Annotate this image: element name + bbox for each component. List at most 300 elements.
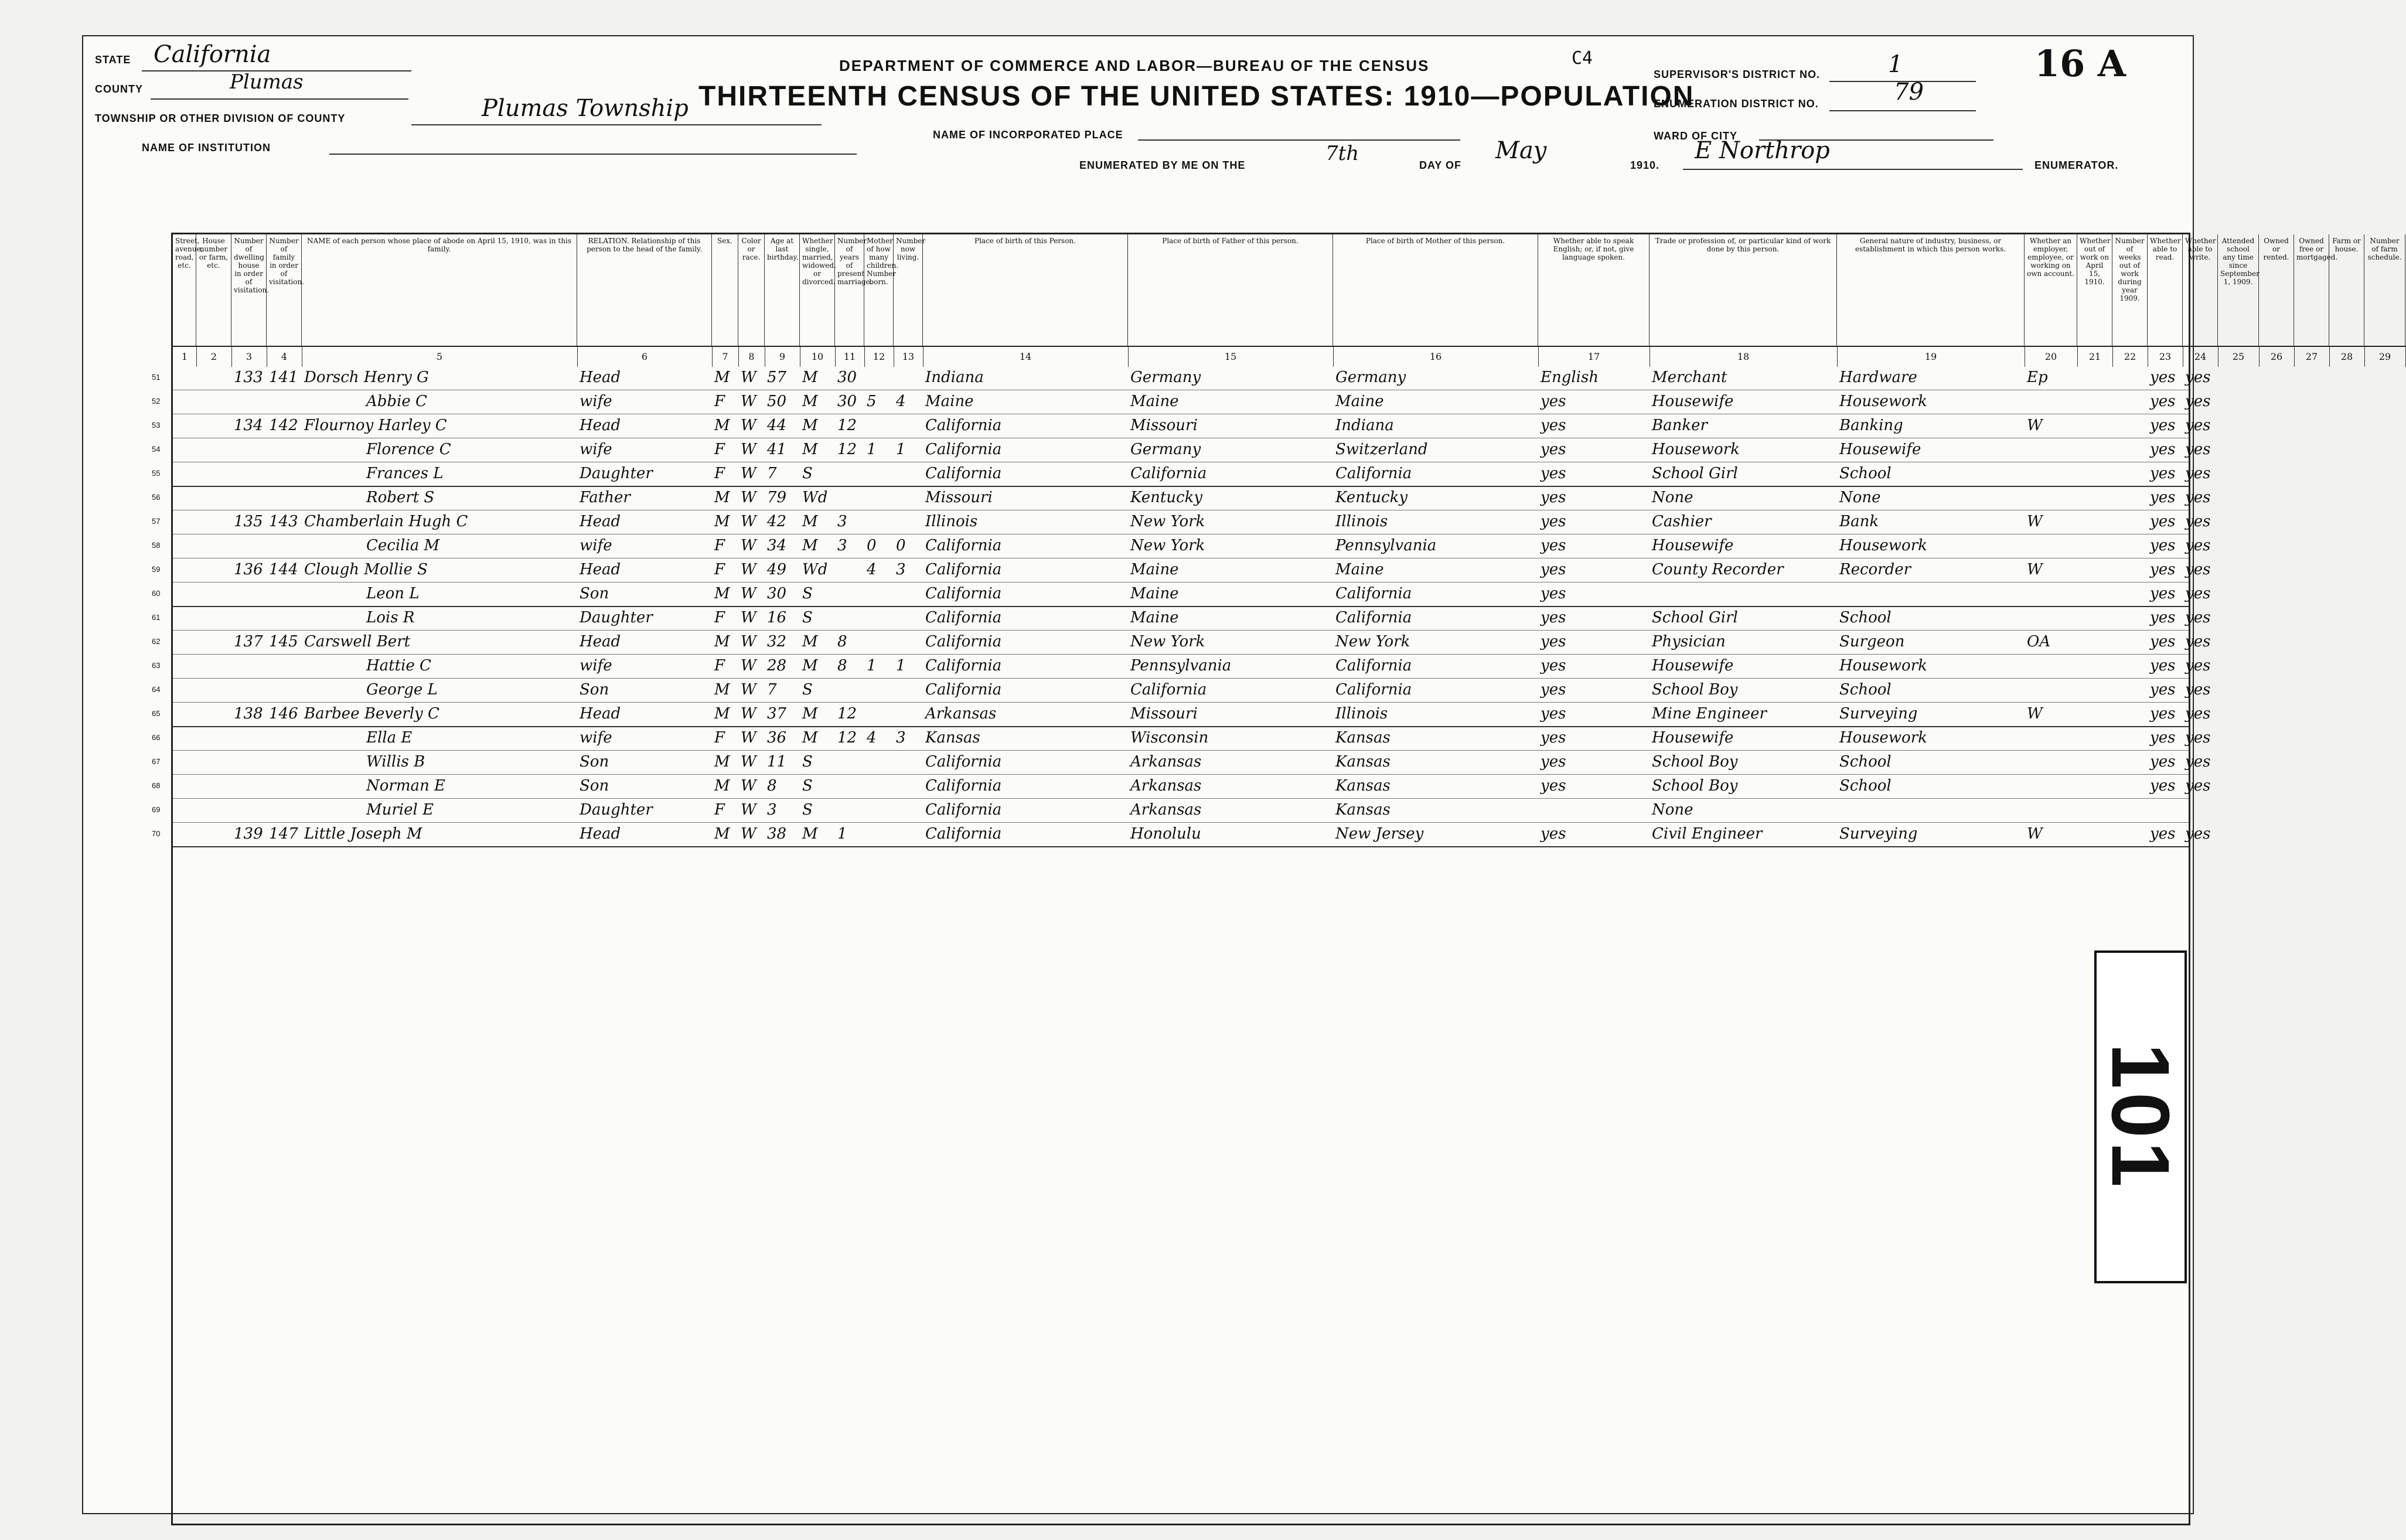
column-number-28: 28: [2329, 346, 2365, 367]
cell-name: Little Joseph M: [304, 825, 422, 843]
cell-english: yes: [1541, 585, 1566, 602]
cell-write: yes: [2185, 441, 2211, 458]
cell-family: [267, 654, 302, 678]
cell-read: yes: [2150, 609, 2176, 626]
cell-mother: Kansas: [1335, 777, 1391, 795]
cell-birthplace: California: [925, 609, 1002, 626]
column-header-12: Mother of how many children. Number born.: [864, 234, 894, 346]
column-number-4: 4: [267, 346, 302, 367]
cell-read: yes: [2150, 729, 2176, 747]
cell-father: Maine: [1130, 561, 1179, 578]
cell-race: W: [741, 369, 756, 386]
cell-emp: W: [2027, 561, 2043, 578]
column-number-22: 22: [2112, 346, 2148, 367]
column-header-29: Number of farm schedule.: [2364, 234, 2405, 346]
cell-living: 0: [896, 537, 906, 554]
cell-father: Missouri: [1130, 417, 1198, 434]
cell-sex: F: [714, 657, 725, 674]
cell-sex: F: [714, 393, 725, 410]
cell-name: Leon L: [366, 585, 420, 602]
cell-family: [267, 774, 302, 798]
cell-industry: Housework: [1839, 393, 1927, 410]
cell-father: New York: [1130, 513, 1205, 530]
line-number: 56: [152, 493, 161, 502]
cell-dwelling: 135: [234, 513, 263, 530]
cell-marital: M: [802, 705, 818, 723]
column-number-9: 9: [765, 346, 800, 367]
cell-mother: Germany: [1335, 369, 1406, 386]
table-row: [152, 630, 2211, 655]
cell-family: 142: [269, 417, 298, 434]
cell-emp: W: [2027, 513, 2043, 530]
cell-years: 12: [837, 729, 857, 747]
enumerated-month: May: [1495, 137, 1547, 164]
cell-mother: Kansas: [1335, 801, 1391, 819]
cell-english: yes: [1541, 753, 1566, 771]
cell-years: [835, 486, 864, 510]
cell-birthplace: California: [925, 465, 1002, 482]
cell-years: [835, 678, 864, 702]
cell-relation: wife: [580, 441, 612, 458]
cell-father: Honolulu: [1130, 825, 1201, 843]
table-row: [152, 774, 2211, 799]
cell-age: 32: [767, 633, 787, 650]
cell-english: English: [1541, 369, 1599, 386]
line-number: 60: [152, 589, 161, 598]
cell-age: 44: [767, 417, 787, 434]
cell-relation: Head: [580, 513, 621, 530]
cell-dwelling: [231, 438, 267, 462]
cell-born: [864, 366, 894, 390]
cell-sex: F: [714, 801, 725, 819]
cell-living: [894, 510, 923, 534]
column-header-4: Number of family in order of visitation.: [267, 234, 302, 346]
cell-born: [864, 462, 894, 486]
column-header-26: Owned or rented.: [2259, 234, 2294, 346]
line-number: 64: [152, 685, 161, 694]
cell-years: 3: [837, 537, 847, 554]
cell-trade: Housewife: [1652, 537, 1734, 554]
cell-read: yes: [2150, 441, 2176, 458]
column-header-13: Number now living.: [894, 234, 923, 346]
cell-emp: [2025, 390, 2077, 414]
cell-write: yes: [2185, 753, 2211, 771]
cell-age: 57: [767, 369, 787, 386]
cell-marital: Wd: [802, 489, 828, 506]
cell-write: yes: [2185, 777, 2211, 795]
cell-marital: M: [802, 417, 818, 434]
cell-years: [835, 750, 864, 774]
cell-born: [864, 702, 894, 726]
cell-born: [864, 822, 894, 846]
cell-relation: Head: [580, 369, 621, 386]
line-number: 57: [152, 517, 161, 526]
cell-trade: School Boy: [1652, 777, 1738, 795]
cell-trade: School Boy: [1652, 681, 1738, 699]
cell-dwelling: 133: [234, 369, 263, 386]
cell-write: yes: [2185, 705, 2211, 723]
cell-born: 5: [867, 393, 877, 410]
cell-english: yes: [1541, 441, 1566, 458]
cell-age: 42: [767, 513, 787, 530]
cell-name: Carswell Bert: [304, 633, 411, 650]
cell-relation: Daughter: [580, 801, 653, 819]
cell-english: yes: [1541, 489, 1566, 506]
cell-marital: M: [802, 633, 818, 650]
cell-emp: [2025, 582, 2077, 606]
column-number-17: 17: [1538, 346, 1650, 367]
cell-trade: None: [1652, 489, 1693, 506]
line-number: 53: [152, 421, 161, 430]
cell-born: [864, 774, 894, 798]
table-row: [152, 678, 2211, 703]
column-number-24: 24: [2183, 346, 2218, 367]
cell-family: 145: [269, 633, 298, 650]
day-of-label: DAY OF: [1419, 159, 1462, 171]
line-number: 55: [152, 469, 161, 478]
table-row: [152, 486, 2211, 510]
cell-father: Missouri: [1130, 705, 1198, 723]
cell-race: W: [741, 825, 756, 843]
cell-trade: Physician: [1652, 633, 1726, 650]
column-number-1: 1: [173, 346, 197, 367]
county-line: [151, 98, 408, 100]
cell-age: 37: [767, 705, 787, 723]
cell-english: yes: [1541, 561, 1566, 578]
cell-birthplace: California: [925, 681, 1002, 699]
cell-read: yes: [2150, 393, 2176, 410]
cell-emp: [2025, 486, 2077, 510]
line-number: 70: [152, 829, 161, 838]
cell-race: W: [741, 657, 756, 674]
cell-english: yes: [1541, 537, 1566, 554]
line-number: 69: [152, 805, 161, 814]
cell-marital: M: [802, 657, 818, 674]
cell-family: [267, 606, 302, 630]
cell-english: [1538, 798, 1650, 822]
ward-label: WARD OF CITY: [1654, 130, 1737, 142]
line-number: 58: [152, 541, 161, 550]
cell-emp: [2025, 774, 2077, 798]
cell-born: [864, 630, 894, 654]
cell-english: yes: [1541, 609, 1566, 626]
cell-trade: None: [1652, 801, 1693, 819]
cell-write: yes: [2185, 729, 2211, 747]
cell-age: 16: [767, 609, 787, 626]
enumeration-label: ENUMERATION DISTRICT NO.: [1654, 98, 1819, 110]
cell-race: W: [741, 489, 756, 506]
column-header-7: Sex.: [712, 234, 738, 346]
cell-sex: F: [714, 561, 725, 578]
column-number-26: 26: [2259, 346, 2295, 367]
cell-family: [267, 486, 302, 510]
cell-name: Florence C: [366, 441, 451, 458]
column-header-6: RELATION. Relationship of this person to the head of the family.: [577, 234, 712, 346]
cell-trade: [1650, 582, 1837, 606]
column-number-12: 12: [864, 346, 894, 367]
cell-emp: W: [2027, 417, 2043, 434]
cell-write: yes: [2185, 633, 2211, 650]
cell-race: W: [741, 537, 756, 554]
township-label: TOWNSHIP OR OTHER DIVISION OF COUNTY: [95, 113, 346, 124]
cell-years: [835, 582, 864, 606]
cell-read: yes: [2150, 465, 2176, 482]
cell-sex: F: [714, 729, 725, 747]
cell-birthplace: California: [925, 777, 1002, 795]
cell-age: 50: [767, 393, 787, 410]
cell-name: Norman E: [366, 777, 445, 795]
cell-dwelling: [231, 726, 267, 750]
cell-relation: Head: [580, 417, 621, 434]
cell-sex: F: [714, 465, 725, 482]
state-value: California: [154, 41, 271, 68]
cell-father: Germany: [1130, 369, 1201, 386]
line-number: 61: [152, 613, 161, 622]
cell-relation: Son: [580, 777, 609, 795]
cell-industry: Surgeon: [1839, 633, 1905, 650]
page-number-stamp: [2094, 950, 2187, 1283]
cell-race: W: [741, 585, 756, 602]
column-number-5: 5: [302, 346, 578, 367]
column-header-18: Trade or profession of, or particular kind of work done by this person.: [1650, 234, 1837, 346]
column-header-15: Place of birth of Father of this person.: [1128, 234, 1333, 346]
cell-father: Germany: [1130, 441, 1201, 458]
supervisor-label: SUPERVISOR'S DISTRICT NO.: [1654, 69, 1820, 80]
table-row: [152, 798, 2189, 823]
line-number: 51: [152, 373, 161, 381]
column-number-29: 29: [2364, 346, 2406, 367]
cell-living: [894, 582, 923, 606]
cell-relation: Head: [580, 633, 621, 650]
cell-name: Abbie C: [366, 393, 427, 410]
cell-living: [894, 678, 923, 702]
table-row: [152, 750, 2211, 775]
cell-birthplace: California: [925, 801, 1002, 819]
cell-industry: Surveying: [1839, 825, 1918, 843]
cell-family: [267, 750, 302, 774]
cell-emp: [2025, 438, 2077, 462]
cell-english: yes: [1541, 633, 1566, 650]
cell-birthplace: Arkansas: [925, 705, 997, 723]
cell-english: yes: [1541, 657, 1566, 674]
cell-write: yes: [2185, 465, 2211, 482]
cell-age: 11: [767, 753, 787, 771]
cell-name: George L: [366, 681, 438, 699]
cell-birthplace: California: [925, 441, 1002, 458]
cell-read: yes: [2150, 537, 2176, 554]
cell-family: [267, 438, 302, 462]
column-number-7: 7: [712, 346, 739, 367]
cell-marital: M: [802, 825, 818, 843]
cell-family: 141: [269, 369, 298, 386]
cell-emp: [2025, 798, 2077, 822]
cell-born: [864, 678, 894, 702]
cell-age: 30: [767, 585, 787, 602]
cell-relation: wife: [580, 393, 612, 410]
cell-mother: California: [1335, 465, 1412, 482]
cell-marital: M: [802, 393, 818, 410]
cell-birthplace: Illinois: [925, 513, 978, 530]
cell-write: yes: [2185, 561, 2211, 578]
cell-trade: Banker: [1652, 417, 1708, 434]
table-row: [152, 414, 2211, 438]
cell-race: W: [741, 561, 756, 578]
cell-trade: Housework: [1652, 441, 1740, 458]
cell-mother: Kansas: [1335, 753, 1391, 771]
cell-emp: Ep: [2027, 369, 2048, 386]
cell-trade: Housewife: [1652, 729, 1734, 747]
cell-industry: School: [1839, 465, 1892, 482]
cell-industry: School: [1839, 753, 1892, 771]
cell-marital: M: [802, 729, 818, 747]
cell-years: 12: [837, 705, 857, 723]
column-number-6: 6: [577, 346, 713, 367]
cell-trade: Housewife: [1652, 393, 1734, 410]
cell-marital: S: [802, 753, 813, 771]
cell-write: yes: [2185, 417, 2211, 434]
cell-age: 28: [767, 657, 787, 674]
cell-living: [894, 462, 923, 486]
cell-relation: Head: [580, 825, 621, 843]
cell-born: [864, 510, 894, 534]
cell-mother: New York: [1335, 633, 1410, 650]
cell-write: yes: [2185, 825, 2211, 843]
cell-mother: Maine: [1335, 561, 1384, 578]
cell-dwelling: [231, 486, 267, 510]
supervisor-value: 1: [1888, 51, 1903, 78]
cell-emp: [2025, 606, 2077, 630]
cell-write: yes: [2185, 681, 2211, 699]
cell-dwelling: 137: [234, 633, 263, 650]
cell-age: 38: [767, 825, 787, 843]
cell-trade: Merchant: [1652, 369, 1727, 386]
cell-read: yes: [2150, 369, 2176, 386]
cell-industry: Recorder: [1839, 561, 1911, 578]
cell-marital: S: [802, 777, 813, 795]
column-header-2: House number or farm, etc.: [196, 234, 231, 346]
cell-born: [864, 486, 894, 510]
cell-marital: M: [802, 537, 818, 554]
cell-write: yes: [2185, 585, 2211, 602]
ward-line: [1759, 139, 1993, 141]
cell-age: 7: [767, 465, 777, 482]
cell-years: [835, 798, 864, 822]
column-header-16: Place of birth of Mother of this person.: [1333, 234, 1538, 346]
cell-father: Maine: [1130, 393, 1179, 410]
cell-marital: M: [802, 369, 818, 386]
cell-write: yes: [2185, 537, 2211, 554]
cell-mother: Pennsylvania: [1335, 537, 1437, 554]
cell-sex: F: [714, 441, 725, 458]
cell-race: W: [741, 609, 756, 626]
cell-mother: Indiana: [1335, 417, 1394, 434]
table-row: [152, 606, 2211, 631]
cell-family: [267, 726, 302, 750]
cell-mother: Illinois: [1335, 513, 1388, 530]
cell-read: yes: [2150, 561, 2176, 578]
cell-father: Kentucky: [1130, 489, 1203, 506]
institution-label: NAME OF INSTITUTION: [142, 142, 271, 154]
cell-born: [864, 798, 894, 822]
incorporated-label: NAME OF INCORPORATED PLACE: [933, 129, 1123, 141]
cell-living: 3: [896, 561, 906, 578]
line-number: 63: [152, 661, 161, 670]
enumeration-value: 79: [1894, 79, 1924, 105]
column-number-10: 10: [800, 346, 836, 367]
cell-relation: Son: [580, 753, 609, 771]
cell-sex: M: [714, 513, 730, 530]
cell-name: Ella E: [366, 729, 413, 747]
cell-dwelling: [231, 798, 267, 822]
cell-birthplace: California: [925, 657, 1002, 674]
cell-birthplace: California: [925, 561, 1002, 578]
cell-sex: M: [714, 417, 730, 434]
cell-trade: School Girl: [1652, 465, 1738, 482]
cell-family: 146: [269, 705, 298, 723]
cell-father: Wisconsin: [1130, 729, 1209, 747]
cell-sex: M: [714, 585, 730, 602]
cell-emp: W: [2027, 705, 2043, 723]
cell-father: California: [1130, 465, 1207, 482]
cell-marital: Wd: [802, 561, 828, 578]
cell-years: [835, 462, 864, 486]
cell-race: W: [741, 633, 756, 650]
column-header-5: NAME of each person whose place of abode on April 15, 1910, was in this family.: [302, 234, 577, 346]
cell-trade: Housewife: [1652, 657, 1734, 674]
cell-father: California: [1130, 681, 1207, 699]
cell-race: W: [741, 705, 756, 723]
cell-trade: School Girl: [1652, 609, 1738, 626]
cell-birthplace: California: [925, 585, 1002, 602]
cell-father: Arkansas: [1130, 801, 1202, 819]
cell-read: yes: [2150, 585, 2176, 602]
cell-english: yes: [1541, 417, 1566, 434]
cell-age: 8: [767, 777, 777, 795]
census-table: [152, 233, 2402, 1525]
cell-name: Frances L: [366, 465, 444, 482]
cell-industry: Housework: [1839, 729, 1927, 747]
cell-industry: School: [1839, 681, 1892, 699]
cell-dwelling: [231, 678, 267, 702]
cell-years: [835, 774, 864, 798]
cell-industry: [1837, 582, 2025, 606]
cell-mother: Illinois: [1335, 705, 1388, 723]
column-header-27: Owned free or mortgaged.: [2294, 234, 2329, 346]
column-number-15: 15: [1128, 346, 1334, 367]
cell-father: Maine: [1130, 609, 1179, 626]
line-number: 59: [152, 565, 161, 574]
cell-father: Arkansas: [1130, 753, 1202, 771]
cell-mother: Kansas: [1335, 729, 1391, 747]
column-number-18: 18: [1650, 346, 1838, 367]
cell-english: yes: [1541, 705, 1566, 723]
column-number-8: 8: [738, 346, 765, 367]
census-sheet: [82, 35, 2402, 1514]
cell-industry: School: [1839, 777, 1892, 795]
cell-trade: School Boy: [1652, 753, 1738, 771]
county-value: Plumas: [230, 70, 304, 94]
line-number: 67: [152, 757, 161, 766]
cell-born: [864, 606, 894, 630]
column-header-24: Whether able to write.: [2183, 234, 2218, 346]
cell-relation: wife: [580, 537, 612, 554]
cell-years: 1: [837, 825, 847, 843]
column-number-21: 21: [2077, 346, 2113, 367]
county-label: COUNTY: [95, 83, 143, 95]
line-number: 62: [152, 637, 161, 646]
cell-born: 1: [867, 657, 877, 674]
cell-years: [835, 558, 864, 582]
